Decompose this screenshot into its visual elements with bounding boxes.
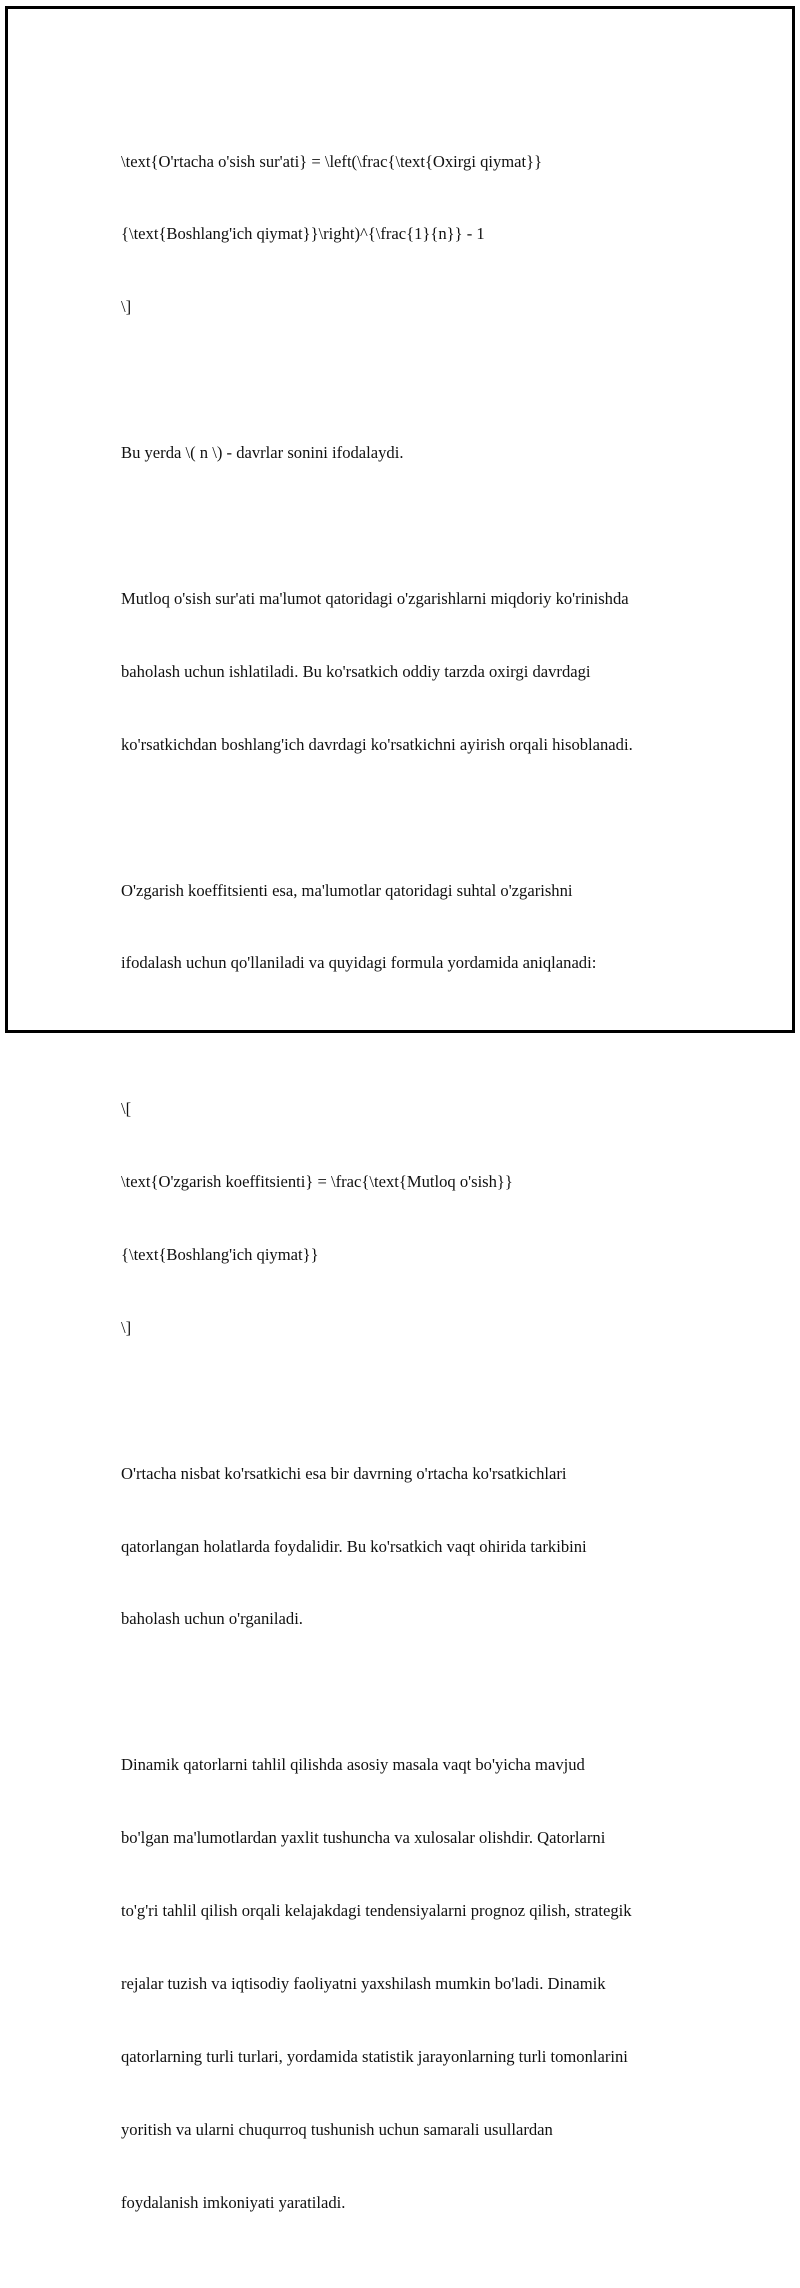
formula-line: \] xyxy=(121,1317,132,1337)
formula-change-coefficient xyxy=(121,1049,711,1389)
paragraph-line: to'g'ri tahlil qilish orqali kelajakdagi tendensiyalarni prognoz qilish, strategik xyxy=(121,1900,632,1920)
formula-line: {\text{Boshlang'ich qiymat}}\right)^{\frac{1}{n}} - 1 xyxy=(121,224,485,244)
paragraph-line: Mutloq o'sish sur'ati ma'lumot qatoridagi o'zgarishlarni miqdoriy ko'rinishda xyxy=(121,588,629,608)
paragraph-line: baholash uchun o'rganiladi. xyxy=(121,1609,303,1629)
paragraph-conclusion xyxy=(121,1705,711,2264)
page-frame xyxy=(5,6,795,2212)
formula-average-growth-rate xyxy=(121,101,711,368)
paragraph-line: baholash uchun ishlatiladi. Bu ko'rsatkich oddiy tarzda oxirgi davrdagi xyxy=(121,661,591,681)
paragraph-line: qatorlarning turli turlari, yordamida statistik jarayonlarning turli tomonlarini xyxy=(121,2046,628,2066)
paragraph-line: yoritish va ularni chuqurroq tushunish uchun samarali usullardan xyxy=(121,2119,553,2139)
formula-line: {\text{Boshlang'ich qiymat}} xyxy=(121,1244,319,1264)
document-body xyxy=(121,101,711,2288)
formula-line: \text{O'rtacha o'sish sur'ati} = \left(\frac{\text{Oxirgi qiymat}} xyxy=(121,151,543,171)
paragraph-line: O'rtacha nisbat ko'rsatkichi esa bir davrning o'rtacha ko'rsatkichlari xyxy=(121,1463,567,1483)
paragraph-average-ratio xyxy=(121,1413,711,1680)
paragraph-change-coefficient xyxy=(121,830,711,1024)
paragraph-absolute-growth xyxy=(121,538,711,805)
formula-line: \] xyxy=(121,297,132,317)
paragraph-n-definition xyxy=(121,393,711,514)
paragraph-line: rejalar tuzish va iqtisodiy faoliyatni yaxshilash mumkin bo'ladi. Dinamik xyxy=(121,1973,606,1993)
formula-line: \text{O'zgarish koeffitsienti} = \frac{\text{Mutloq o'sish}} xyxy=(121,1172,513,1192)
paragraph-line: Dinamik qatorlarni tahlil qilishda asosiy masala vaqt bo'yicha mavjud xyxy=(121,1755,585,1775)
paragraph-line: ko'rsatkichdan boshlang'ich davrdagi ko'rsatkichni ayirish orqali hisoblanadi. xyxy=(121,734,633,754)
paragraph-line: bo'lgan ma'lumotlardan yaxlit tushuncha va xulosalar olishdir. Qatorlarni xyxy=(121,1828,606,1848)
paragraph-line: foydalanish imkoniyati yaratiladi. xyxy=(121,2192,346,2212)
paragraph-line: O'zgarish koeffitsienti esa, ma'lumotlar qatoridagi suhtal o'zgarishni xyxy=(121,880,573,900)
paragraph-line: Bu yerda \( n \) - davrlar sonini ifodalaydi. xyxy=(121,443,404,463)
paragraph-line: ifodalash uchun qo'llaniladi va quyidagi formula yordamida aniqlanadi: xyxy=(121,953,597,973)
formula-line: \[ xyxy=(121,1099,132,1119)
paragraph-line: qatorlangan holatlarda foydalidir. Bu ko'rsatkich vaqt ohirida tarkibini xyxy=(121,1536,587,1556)
